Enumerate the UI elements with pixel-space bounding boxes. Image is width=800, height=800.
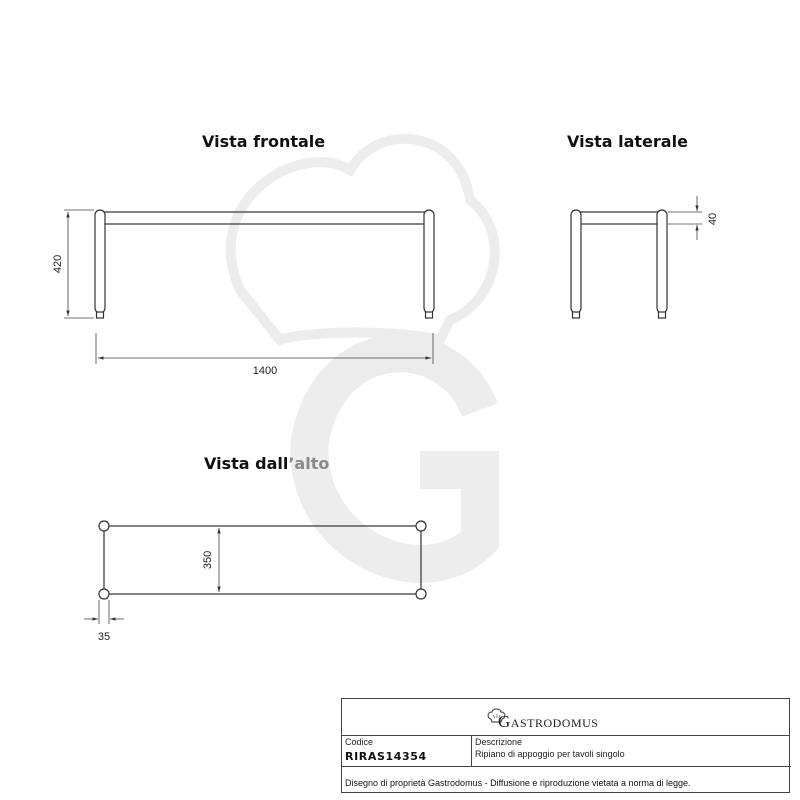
tube-dimension-label: 35 <box>97 631 111 643</box>
depth-dimension <box>202 528 219 592</box>
side-top-rail <box>579 212 659 224</box>
top-corner-br <box>416 589 426 599</box>
ownership-notice: Disegno di proprietà Gastrodomus - Diffusione e riproduzione vietata a norma di legge. <box>345 778 691 788</box>
front-left-leg <box>95 210 105 313</box>
side-right-leg <box>657 210 667 313</box>
title-block-logo-row <box>342 699 789 736</box>
description-label: Descrizione <box>475 737 523 747</box>
watermark-logo <box>231 139 495 564</box>
top-view-title-part1: Vista dall <box>204 454 289 473</box>
side-left-leg <box>571 210 581 313</box>
top-corner-bl <box>99 589 109 599</box>
top-view-title <box>204 454 329 473</box>
length-dimension-label: 1400 <box>252 365 278 377</box>
side-right-foot <box>659 312 666 318</box>
thickness-dimension <box>668 196 719 240</box>
front-top-rail <box>103 212 426 224</box>
brand-name: Gastrodomus <box>498 712 599 731</box>
tube-dimension <box>84 600 124 643</box>
front-right-leg <box>424 210 434 313</box>
depth-dimension-label: 350 <box>202 550 214 570</box>
thickness-dimension-label: 40 <box>707 212 719 226</box>
height-dimension <box>52 210 94 318</box>
top-corner-tr <box>416 521 426 531</box>
front-view-title: Vista frontale <box>202 132 326 151</box>
top-view-title-part2: ’alto <box>288 454 330 473</box>
code-value: RIRAS14354 <box>345 750 427 763</box>
code-label: Codice <box>345 737 374 747</box>
top-corner-tl <box>99 521 109 531</box>
description-cell <box>472 735 791 767</box>
height-dimension-label: 420 <box>52 254 64 274</box>
side-left-foot <box>573 312 580 318</box>
front-left-foot <box>97 312 104 318</box>
description-value: Ripiano di appoggio per tavoli singolo <box>475 749 625 759</box>
title-block <box>341 698 790 793</box>
side-view <box>571 210 667 318</box>
front-view <box>95 210 434 318</box>
front-right-foot <box>426 312 433 318</box>
side-view-title: Vista laterale <box>567 132 688 151</box>
code-cell <box>342 735 472 767</box>
